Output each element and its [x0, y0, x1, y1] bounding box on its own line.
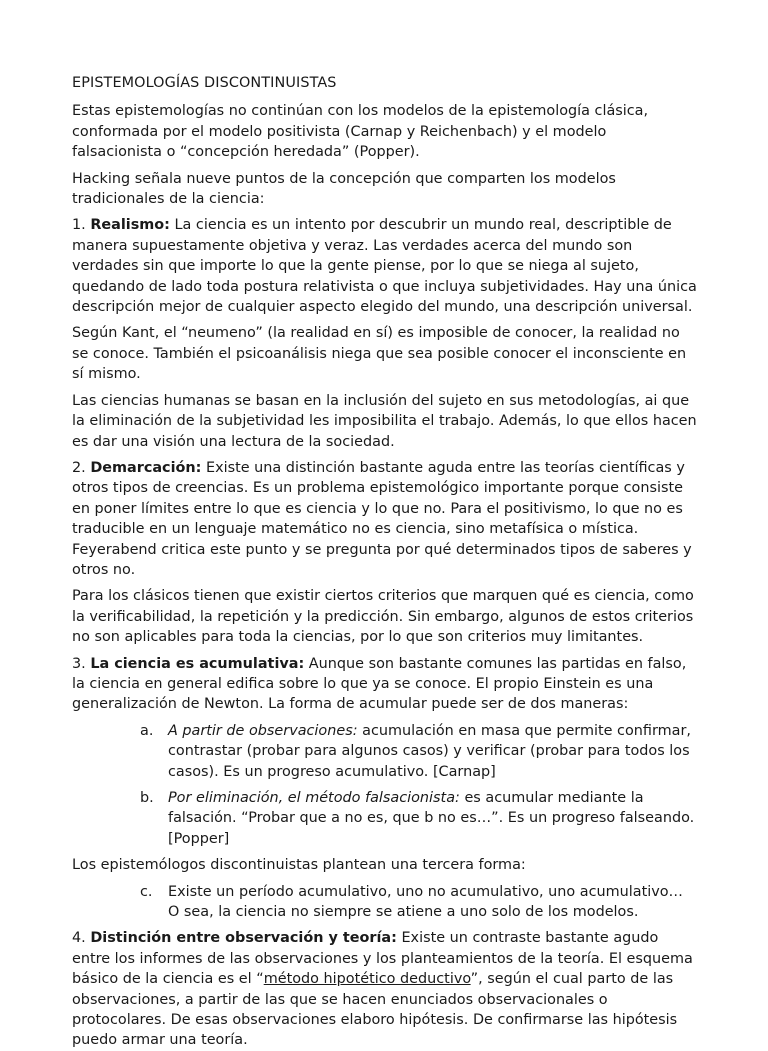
list-item-text: Existe un período acumulativo, uno no acumulativo, uno acumulativo… O sea, la ciencia no siempre se atiene a uno solo de los modelos.	[168, 883, 683, 921]
point-3-list	[72, 721, 698, 849]
point-3-number: 3.	[72, 655, 86, 672]
point-2-criteria-paragraph: Para los clásicos tienen que existir ciertos criterios que marquen qué es ciencia, como la verificabilidad, la repetición y la predicción. Sin embargo, algunos de estos criterios no son aplicables para toda la ciencias, por lo que son criterios muy limitantes.	[72, 588, 694, 646]
point-1-heading: Realismo:	[90, 217, 170, 234]
list-marker: a.	[140, 722, 154, 739]
point-3-paragraph	[72, 654, 698, 715]
point-3-third-form-paragraph: Los epistemólogos discontinuistas plantean una tercera forma:	[72, 857, 526, 874]
intro-paragraph: Estas epistemologías no continúan con los modelos de la epistemología clásica, conformada por el modelo positivista (Carnap y Reichenbach) y el modelo falsacionista o “concepción heredada” (Popper).	[72, 103, 649, 161]
point-3-list-c	[72, 882, 698, 923]
point-3-heading: La ciencia es acumulativa:	[90, 655, 305, 672]
point-2-number: 2.	[72, 459, 86, 476]
point-4-heading: Distinción entre observación y teoría:	[90, 930, 397, 947]
list-item-text: es acumular mediante la falsación. “Probar que a no es, que b no es…”. Es un progreso falseando. [Popper]	[168, 790, 695, 847]
point-3-text: Aunque son bastante comunes las partidas en falso, la ciencia en general edifica sobre lo que ya se conoce. El propio Einstein es una generalización de Newton. La forma de acumular puede ser de dos maneras:	[72, 655, 687, 713]
list-item	[72, 721, 698, 782]
point-4-text-a: Existe un contraste bastante agudo entre los informes de las observaciones y los planteamientos de la teoría. El esquema básico de la ciencia es el “	[72, 930, 693, 988]
point-1-number: 1.	[72, 217, 86, 234]
point-1-paragraph	[72, 215, 698, 317]
list-item	[72, 788, 698, 849]
document-title: EPISTEMOLOGÍAS DISCONTINUISTAS	[72, 75, 337, 91]
hypothetico-deductive-link[interactable]: método hipotético deductivo	[263, 971, 471, 988]
intro-paragraph-2: Hacking señala nueve puntos de la concepción que comparten los modelos tradicionales de la ciencia:	[72, 170, 616, 208]
point-1-text: La ciencia es un intento por descubrir un mundo real, descriptible de manera supuestamente objetiva y veraz. Las verdades acerca del mundo son verdades sin que importe lo que la gente piense, por lo que se niega al sujeto, quedando de lado toda postura relativista o que incluya subjetividades. Hay una única descripción mejor de cualquier aspecto elegido del mundo, una descripción universal.	[72, 217, 697, 316]
point-4-paragraph	[72, 928, 698, 1050]
point-1-human-sciences-paragraph: Las ciencias humanas se basan en la inclusión del sujeto en sus metodologías, ai que la eliminación de la subjetividad les imposibilita el trabajo. Además, lo que ellos hacen es dar una visión una lectura de la sociedad.	[72, 392, 697, 450]
point-2-text: Existe una distinción bastante aguda entre las teorías científicas y otros tipos de creencias. Es un problema epistemológico importante porque consiste en poner límites entre lo que es ciencia y lo que no. Para el positivismo, lo que no es traducible en un lenguaje matemático no es ciencia, sino metafísica o mística. Feyerabend critica este punto y se pregunta por qué determinados tipos de saberes y otros no.	[72, 459, 692, 578]
list-item-emphasis: Por eliminación, el método falsacionista:	[168, 790, 460, 806]
list-marker: c.	[140, 883, 153, 900]
point-2-heading: Demarcación:	[90, 459, 202, 476]
point-4-text-b: ”, según el cual parto de las observaciones, a partir de las que se hacen enunciados observacionales o protocolares. De esas observaciones elaboro hipótesis. De confirmarse las hipótesis puedo armar una teoría.	[72, 971, 678, 1049]
point-4-number: 4.	[72, 930, 86, 947]
point-2-paragraph	[72, 458, 698, 580]
list-item-text: acumulación en masa que permite confirmar, contrastar (probar para algunos casos) y verificar (probar para todos los casos). Es un progreso acumulativo. [Carnap]	[168, 722, 691, 780]
point-1-kant-paragraph: Según Kant, el “neumeno” (la realidad en sí) es imposible de conocer, la realidad no se conoce. También el psicoanálisis niega que sea posible conocer el inconsciente en sí mismo.	[72, 325, 687, 383]
list-marker: b.	[140, 790, 154, 806]
list-item-emphasis: A partir de observaciones:	[168, 722, 358, 739]
list-item	[72, 882, 698, 923]
